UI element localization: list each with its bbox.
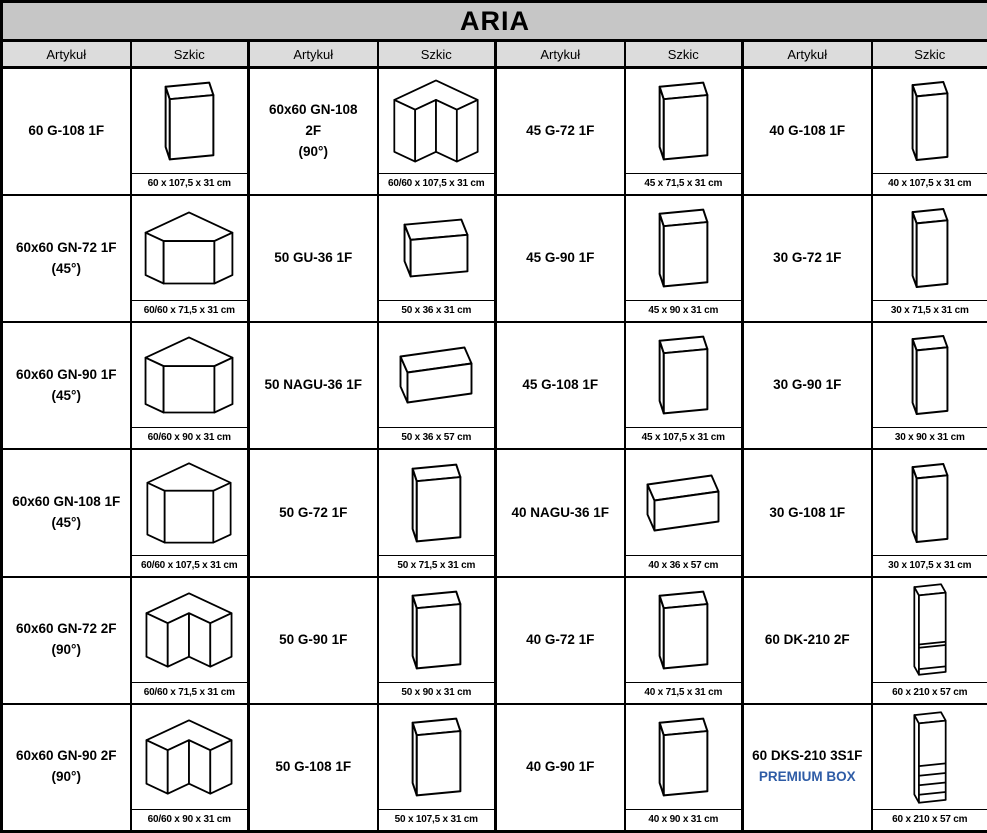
cabinet-sketch-box-wide: [402, 217, 470, 279]
sketch-area: [626, 69, 742, 173]
title-row: [2, 2, 987, 41]
sketch-area: [379, 323, 495, 427]
cabinet-sketch-corner-90-tall: [392, 78, 480, 164]
sketch-area: [132, 451, 248, 555]
dimensions-label: 30 x 107,5 x 31 cm: [873, 555, 987, 576]
cabinet-sketch-corner-45-90: [143, 335, 235, 415]
dimensions-label: 40 x 107,5 x 31 cm: [873, 173, 987, 194]
sketch-area: [626, 705, 742, 809]
article-code: 60 G-108 1F: [28, 123, 105, 139]
catalog-body: [2, 68, 987, 832]
article-code: (90°): [298, 144, 328, 160]
cabinet-sketch-box-narrow: [910, 206, 950, 290]
sketch-area: [379, 705, 495, 809]
column-header-artykul: Artykuł: [496, 41, 625, 68]
catalog-row: [2, 195, 987, 322]
column-header-row: [2, 41, 987, 68]
article-cell: [496, 449, 625, 576]
cabinet-sketch-box-deep: [645, 473, 721, 533]
article-code: 45 G-90 1F: [526, 250, 595, 266]
article-cell: [743, 322, 872, 449]
dimensions-label: 60 x 107,5 x 31 cm: [132, 173, 248, 194]
sketch-area: [132, 323, 248, 427]
sketch-area: [132, 578, 248, 682]
sketch-area: [132, 705, 248, 809]
column-header-artykul: Artykuł: [2, 41, 131, 68]
cabinet-sketch-box-tall: [163, 80, 216, 162]
catalog-row: [2, 577, 987, 704]
cabinet-sketch-box-deep: [398, 345, 474, 405]
dimensions-label: 60 x 210 x 57 cm: [873, 682, 987, 703]
catalog-title: ARIA: [2, 2, 987, 41]
sketch-cell: [131, 704, 249, 832]
article-cell: [249, 322, 378, 449]
cabinet-sketch-box-tall: [657, 716, 710, 798]
article-cell: [2, 68, 131, 196]
dimensions-label: 40 x 36 x 57 cm: [626, 555, 742, 576]
cabinet-sketch-box-tall: [410, 462, 463, 544]
article-code: 50 NAGU-36 1F: [264, 377, 363, 393]
sketch-area: [626, 578, 742, 682]
cabinet-sketch-tall-2f: [912, 582, 948, 677]
cabinet-sketch-box-tall: [657, 334, 710, 416]
dimensions-label: 50 x 107,5 x 31 cm: [379, 809, 495, 830]
article-cell: [743, 68, 872, 196]
sketch-area: [873, 578, 987, 682]
column-header-artykul: Artykuł: [743, 41, 872, 68]
article-code: 60 DK-210 2F: [764, 631, 850, 647]
article-code: 40 G-90 1F: [526, 758, 595, 774]
sketch-cell: [625, 449, 743, 576]
dimensions-label: 45 x 71,5 x 31 cm: [626, 173, 742, 194]
article-cell: [743, 449, 872, 576]
cabinet-sketch-corner-45-108: [145, 461, 233, 545]
cabinet-sketch-box-tall: [657, 80, 710, 162]
dimensions-label: 50 x 36 x 57 cm: [379, 427, 495, 448]
article-code: 60x60 GN-108: [268, 102, 358, 118]
article-cell: [249, 577, 378, 704]
column-header-szkic: Szkic: [378, 41, 496, 68]
article-code: (45°): [51, 515, 81, 531]
sketch-area: [379, 578, 495, 682]
sketch-cell: [131, 195, 249, 322]
cabinet-sketch-box-tall: [410, 716, 463, 798]
sketch-area: [873, 451, 987, 555]
article-cell: [743, 577, 872, 704]
sketch-area: [626, 196, 742, 300]
sketch-cell: [625, 704, 743, 832]
dimensions-label: 60/60 x 107,5 x 31 cm: [379, 173, 495, 194]
article-cell: [743, 195, 872, 322]
dimensions-label: 50 x 36 x 31 cm: [379, 300, 495, 321]
article-cell: [2, 449, 131, 576]
sketch-area: [379, 69, 495, 173]
dimensions-label: 30 x 90 x 31 cm: [873, 427, 987, 448]
article-cell: [496, 322, 625, 449]
column-header-artykul: Artykuł: [249, 41, 378, 68]
sketch-cell: [378, 195, 496, 322]
sketch-cell: [872, 322, 987, 449]
article-code: 60x60 GN-90 1F: [15, 366, 117, 382]
sketch-cell: [872, 449, 987, 576]
dimensions-label: 60/60 x 71,5 x 31 cm: [132, 300, 248, 321]
article-code: 60x60 GN-108 1F: [12, 494, 121, 510]
dimensions-label: 60/60 x 90 x 31 cm: [132, 427, 248, 448]
catalog-row: [2, 68, 987, 196]
sketch-cell: [378, 449, 496, 576]
article-code: 50 G-72 1F: [279, 504, 348, 520]
article-code: 30 G-108 1F: [769, 504, 846, 520]
article-code: 60x60 GN-72 1F: [15, 239, 117, 255]
article-cell: [743, 704, 872, 832]
sketch-area: [132, 69, 248, 173]
dimensions-label: 45 x 90 x 31 cm: [626, 300, 742, 321]
sketch-cell: [872, 577, 987, 704]
article-cell: [249, 449, 378, 576]
cabinet-sketch-box-narrow: [910, 79, 950, 163]
dimensions-label: 60/60 x 107,5 x 31 cm: [132, 555, 248, 576]
catalog-row: [2, 449, 987, 576]
article-code: 40 G-72 1F: [526, 631, 595, 647]
cabinet-sketch-box-tall: [657, 589, 710, 671]
sketch-cell: [625, 322, 743, 449]
article-cell: [2, 322, 131, 449]
article-code: 45 G-72 1F: [526, 123, 595, 139]
article-code: 40 NAGU-36 1F: [511, 504, 610, 520]
sketch-area: [873, 196, 987, 300]
article-cell: [496, 68, 625, 196]
column-header-szkic: Szkic: [625, 41, 743, 68]
article-cell: [496, 577, 625, 704]
sketch-cell: [378, 704, 496, 832]
cabinet-sketch-tall-drawers: [912, 710, 948, 805]
article-code: 30 G-90 1F: [773, 377, 842, 393]
sketch-area: [873, 69, 987, 173]
sketch-cell: [872, 704, 987, 832]
catalog-row: [2, 322, 987, 449]
cabinet-sketch-corner-45-72: [143, 210, 235, 286]
dimensions-label: 45 x 107,5 x 31 cm: [626, 427, 742, 448]
article-cell: [249, 195, 378, 322]
sketch-cell: [872, 195, 987, 322]
article-cell: [2, 195, 131, 322]
sketch-cell: [872, 68, 987, 196]
cabinet-sketch-corner-90: [144, 591, 234, 669]
cabinet-sketch-corner-90: [144, 718, 234, 796]
sketch-area: [626, 451, 742, 555]
article-cell: [2, 704, 131, 832]
sketch-cell: [625, 195, 743, 322]
article-cell: [249, 704, 378, 832]
sketch-area: [626, 323, 742, 427]
article-code: 50 GU-36 1F: [274, 250, 353, 266]
sketch-cell: [131, 449, 249, 576]
sketch-cell: [378, 322, 496, 449]
sketch-area: [379, 451, 495, 555]
article-cell: [249, 68, 378, 196]
sketch-area: [132, 196, 248, 300]
cabinet-sketch-box-narrow: [910, 461, 950, 545]
cabinet-sketch-box-tall: [657, 207, 710, 289]
article-cell: [2, 577, 131, 704]
article-code: 60 DKS-210 3S1F: [752, 748, 863, 764]
sketch-area: [379, 196, 495, 300]
dimensions-label: 40 x 71,5 x 31 cm: [626, 682, 742, 703]
sketch-area: [873, 323, 987, 427]
premium-box-label: PREMIUM BOX: [758, 769, 856, 785]
article-code: (45°): [51, 260, 81, 276]
dimensions-label: 60 x 210 x 57 cm: [873, 809, 987, 830]
sketch-area: [873, 705, 987, 809]
cabinet-sketch-box-tall: [410, 589, 463, 671]
dimensions-label: 30 x 71,5 x 31 cm: [873, 300, 987, 321]
column-header-szkic: Szkic: [131, 41, 249, 68]
article-code: 30 G-72 1F: [773, 250, 842, 266]
sketch-cell: [625, 68, 743, 196]
article-code: (90°): [51, 769, 81, 785]
dimensions-label: 40 x 90 x 31 cm: [626, 809, 742, 830]
article-cell: [496, 195, 625, 322]
article-code: 40 G-108 1F: [769, 123, 846, 139]
sketch-cell: [131, 322, 249, 449]
cabinet-sketch-box-narrow: [910, 333, 950, 417]
article-code: (90°): [51, 642, 81, 658]
sketch-cell: [131, 68, 249, 196]
dimensions-label: 60/60 x 90 x 31 cm: [132, 809, 248, 830]
dimensions-label: 60/60 x 71,5 x 31 cm: [132, 682, 248, 703]
article-cell: [496, 704, 625, 832]
article-code: 45 G-108 1F: [522, 377, 599, 393]
article-code: 60x60 GN-72 2F: [15, 621, 117, 637]
dimensions-label: 50 x 90 x 31 cm: [379, 682, 495, 703]
article-code: (45°): [51, 387, 81, 403]
column-header-szkic: Szkic: [872, 41, 987, 68]
sketch-cell: [131, 577, 249, 704]
article-code: 50 G-108 1F: [275, 758, 352, 774]
sketch-cell: [378, 577, 496, 704]
dimensions-label: 50 x 71,5 x 31 cm: [379, 555, 495, 576]
article-code: 50 G-90 1F: [279, 631, 348, 647]
article-code: 60x60 GN-90 2F: [15, 748, 117, 764]
sketch-cell: [625, 577, 743, 704]
article-code: 2F: [305, 123, 322, 139]
catalog-row: [2, 704, 987, 832]
sketch-cell: [378, 68, 496, 196]
